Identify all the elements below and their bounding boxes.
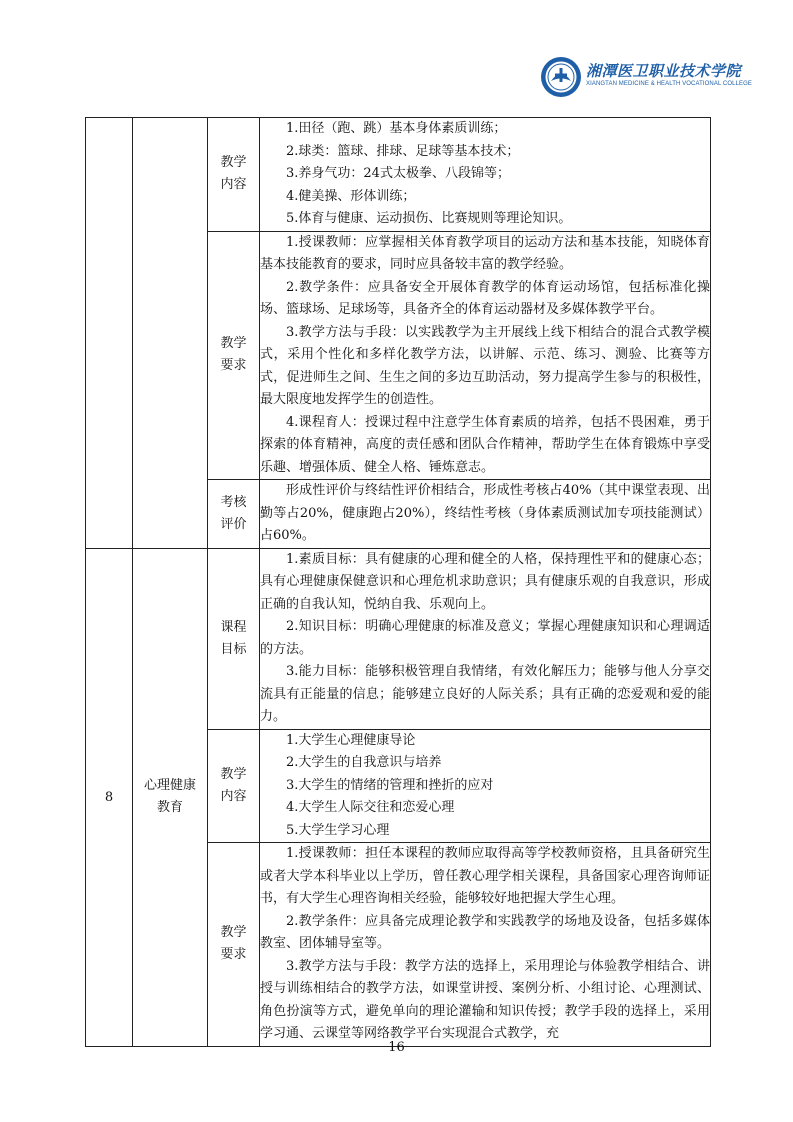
list-item: 5.体育与健康、运动损伤、比赛规则等理论知识。 bbox=[286, 211, 572, 226]
paragraph: 1.授课教师：应掌握相关体育教学项目的运动方法和基本技能，知晓体育基本技能教育的要求，同时应具备较丰富的教学经验。 bbox=[260, 234, 710, 272]
section-content bbox=[260, 118, 711, 232]
curriculum-table bbox=[85, 117, 711, 1047]
list-item: 1.田径（跑、跳）基本身体素质训练； bbox=[286, 121, 507, 136]
table-row bbox=[86, 548, 711, 729]
paragraph: 2.知识目标：明确心理健康的标准及意义；掌握心理健康知识和心理调适的方法。 bbox=[260, 619, 710, 657]
list-item: 3.大学生的情绪的管理和挫折的应对 bbox=[286, 777, 494, 793]
paragraph: 2.教学条件：应具备安全开展体育教学的体育运动场馆，包括标准化操场、篮球场、足球场等，具备齐全的体育运动器材及多媒体教学平台。 bbox=[260, 279, 710, 317]
course-name-cell: 心理健康 教育 bbox=[133, 548, 208, 1046]
paragraph: 1.授课教师：担任本课程的教师应取得高等学校教师资格，且具备研究生或者大学本科毕业以上学历，曾任教心理学相关课程，具备国家心理咨询师证书，有大学生心理咨询相关经验，能够较好地把握大学生心理。 bbox=[260, 846, 710, 906]
course-name-cell bbox=[133, 118, 208, 549]
section-label: 教学 要求 bbox=[208, 843, 260, 1047]
section-label: 课程 目标 bbox=[208, 548, 260, 729]
college-name-cn: 湘潭医卫职业技术学院 bbox=[586, 62, 742, 80]
paragraph: 3.教学方法与手段：教学方法的选择上，采用理论与体验教学相结合、讲授与训练相结合的教学方法，如课堂讲授、案例分析、小组讨论、心理测试、角色扮演等方式，避免单向的理论灌输和知识传授；教学手段的选择上，采用学习通、云课堂等网络教学平台实现混合式教学，充 bbox=[260, 958, 710, 1041]
list-item: 3.养身气功：24式太极拳、八段锦等； bbox=[286, 166, 510, 181]
section-label: 考核 评价 bbox=[208, 480, 260, 549]
course-index-cell: 8 bbox=[86, 548, 133, 1046]
paragraph: 3.教学方法与手段：以实践教学为主开展线上线下相结合的混合式教学模式，采用个性化和多样化教学方法，以讲解、示范、练习、测验、比赛等方式，促进师生之间、生生之间的多边互助活动，努力提高学生参与的积极性，最大限度地发挥学生的创造性。 bbox=[260, 324, 710, 407]
section-label: 教学 要求 bbox=[208, 231, 260, 480]
section-content bbox=[260, 231, 711, 480]
page-number: 16 bbox=[388, 1040, 405, 1055]
list-item: 2.球类：篮球、排球、足球等基本技术； bbox=[286, 143, 520, 159]
paragraph: 2.教学条件：应具备完成理论教学和实践教学的场地及设备，包括多媒体教室、团体辅导室等。 bbox=[260, 913, 710, 951]
list-item: 4.健美操、形体训练； bbox=[286, 188, 416, 204]
list-item: 2.大学生的自我意识与培养 bbox=[286, 755, 442, 770]
section-label: 教学 内容 bbox=[208, 118, 260, 232]
list-item: 5.大学生学习心理 bbox=[286, 822, 390, 838]
section-content bbox=[260, 548, 711, 729]
paragraph: 1.素质目标：具有健康的心理和健全的人格，保持理性平和的健康心态；具有心理健康保健意识和心理危机求助意识；具有健康乐观的自我意识，形成正确的自我认知，悦纳自我、乐观向上。 bbox=[260, 551, 710, 612]
section-content bbox=[260, 480, 711, 549]
college-name-en: XIANGTAN MEDICINE & HEALTH VOCATIONAL COLLEGE bbox=[586, 81, 752, 87]
college-logo bbox=[540, 56, 752, 98]
section-content bbox=[260, 843, 711, 1047]
course-index-cell bbox=[86, 118, 133, 549]
paragraph: 4.课程育人：授课过程中注意学生体育素质的培养，包括不畏困难，勇于探索的体育精神，高度的责任感和团队合作精神，帮助学生在体育锻炼中享受乐趣、增强体质、健全人格、锤炼意志。 bbox=[260, 414, 710, 475]
college-seal-icon bbox=[540, 56, 582, 98]
paragraph: 3.能力目标：能够积极管理自我情绪，有效化解压力；能够与他人分享交流具有正能量的信息；能够建立良好的人际关系；具有正确的恋爱观和爱的能力。 bbox=[260, 664, 710, 724]
table-row bbox=[86, 118, 711, 232]
list-item: 4.大学生人际交往和恋爱心理 bbox=[286, 800, 455, 815]
section-label: 教学 内容 bbox=[208, 729, 260, 843]
section-content bbox=[260, 729, 711, 843]
paragraph: 形成性评价与终结性评价相结合，形成性考核占40%（其中课堂表现、出勤等占20%，健康跑占20%），终结性考核（身体素质测试加专项技能测试）占60%。 bbox=[260, 483, 710, 543]
list-item: 1.大学生心理健康导论 bbox=[286, 732, 416, 748]
